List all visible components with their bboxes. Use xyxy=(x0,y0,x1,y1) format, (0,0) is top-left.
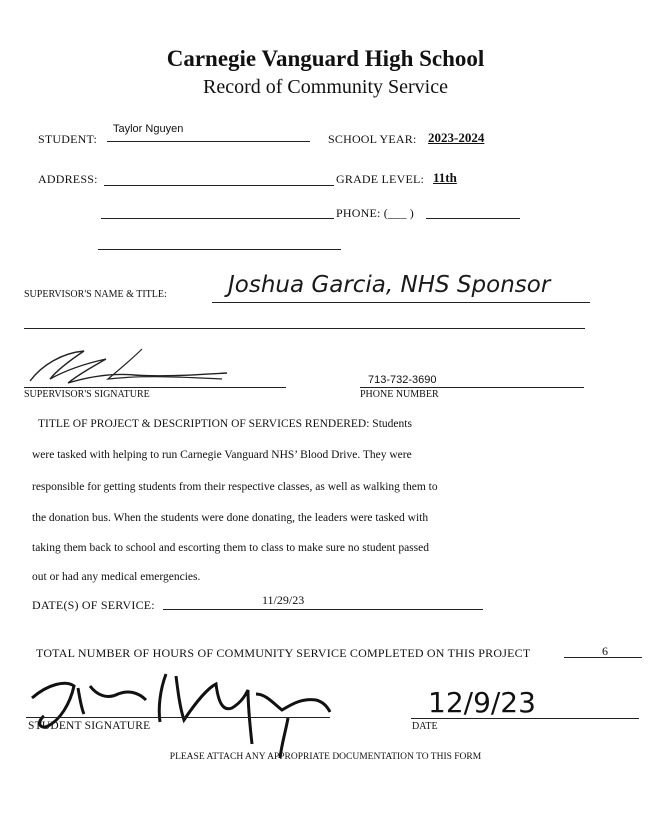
project-line-2: were tasked with helping to run Carnegie Vanguard NHS’ Blood Drive. They were xyxy=(32,449,412,461)
hours-line xyxy=(564,657,642,658)
student-signature xyxy=(26,664,356,764)
project-line-5: taking them back to school and escorting them to class to make sure no student passed xyxy=(32,542,429,554)
school-name: Carnegie Vanguard High School xyxy=(166,46,485,71)
service-date-label: DATE(S) OF SERVICE: xyxy=(32,598,155,612)
service-date-value: 11/29/23 xyxy=(262,593,305,607)
phone-label: PHONE: (___ ) xyxy=(336,206,414,220)
project-line-3: responsible for getting students from their respective classes, as well as walking them to xyxy=(32,481,438,493)
supervisor-phone-value: 713-732-3690 xyxy=(368,374,437,386)
address-line-3 xyxy=(98,249,341,250)
project-line-6: out or had any medical emergencies. xyxy=(32,571,201,583)
supervisor-name-handwritten: Joshua Garcia, NHS Sponsor xyxy=(228,272,551,298)
student-signature-line xyxy=(26,717,330,718)
footer-note: PLEASE ATTACH ANY APPROPRIATE DOCUMENTATION TO THIS FORM xyxy=(169,752,482,762)
date-handwritten: 12/9/23 xyxy=(428,686,536,719)
supervisor-phone-line xyxy=(360,387,584,388)
phone-line xyxy=(426,218,520,219)
student-label: STUDENT: xyxy=(38,132,97,146)
school-year-value: 2023-2024 xyxy=(428,130,485,145)
student-signature-label: STUDENT SIGNATURE xyxy=(28,720,151,732)
supervisor-name-label: SUPERVISOR'S NAME & TITLE: xyxy=(24,289,167,300)
school-year-label: SCHOOL YEAR: xyxy=(328,132,417,146)
supervisor-name-line xyxy=(212,302,590,303)
address-line-2 xyxy=(101,218,334,219)
hours-label: TOTAL NUMBER OF HOURS OF COMMUNITY SERVICE COMPLETED ON THIS PROJECT xyxy=(36,646,531,660)
project-line-4: the donation bus. When the students were done donating, the leaders were tasked with xyxy=(32,512,429,524)
supervisor-signature-line xyxy=(24,387,286,388)
student-name: Taylor Nguyen xyxy=(113,123,184,135)
form-title: Record of Community Service xyxy=(203,76,448,98)
address-label: ADDRESS: xyxy=(38,172,98,186)
service-date-line xyxy=(163,609,483,610)
date-line xyxy=(411,718,639,719)
supervisor-extra-line xyxy=(24,328,585,329)
date-label: DATE xyxy=(412,721,438,732)
grade-level-label: GRADE LEVEL: xyxy=(336,172,425,186)
supervisor-signature xyxy=(22,345,252,387)
grade-level-value: 11th xyxy=(433,170,457,185)
project-line-1: TITLE OF PROJECT & DESCRIPTION OF SERVICES RENDERED: Students xyxy=(38,418,412,430)
supervisor-signature-label: SUPERVISOR'S SIGNATURE xyxy=(24,389,150,400)
hours-value: 6 xyxy=(602,644,608,658)
supervisor-phone-label: PHONE NUMBER xyxy=(360,389,439,400)
student-line xyxy=(107,141,310,142)
address-line-1 xyxy=(104,185,334,186)
